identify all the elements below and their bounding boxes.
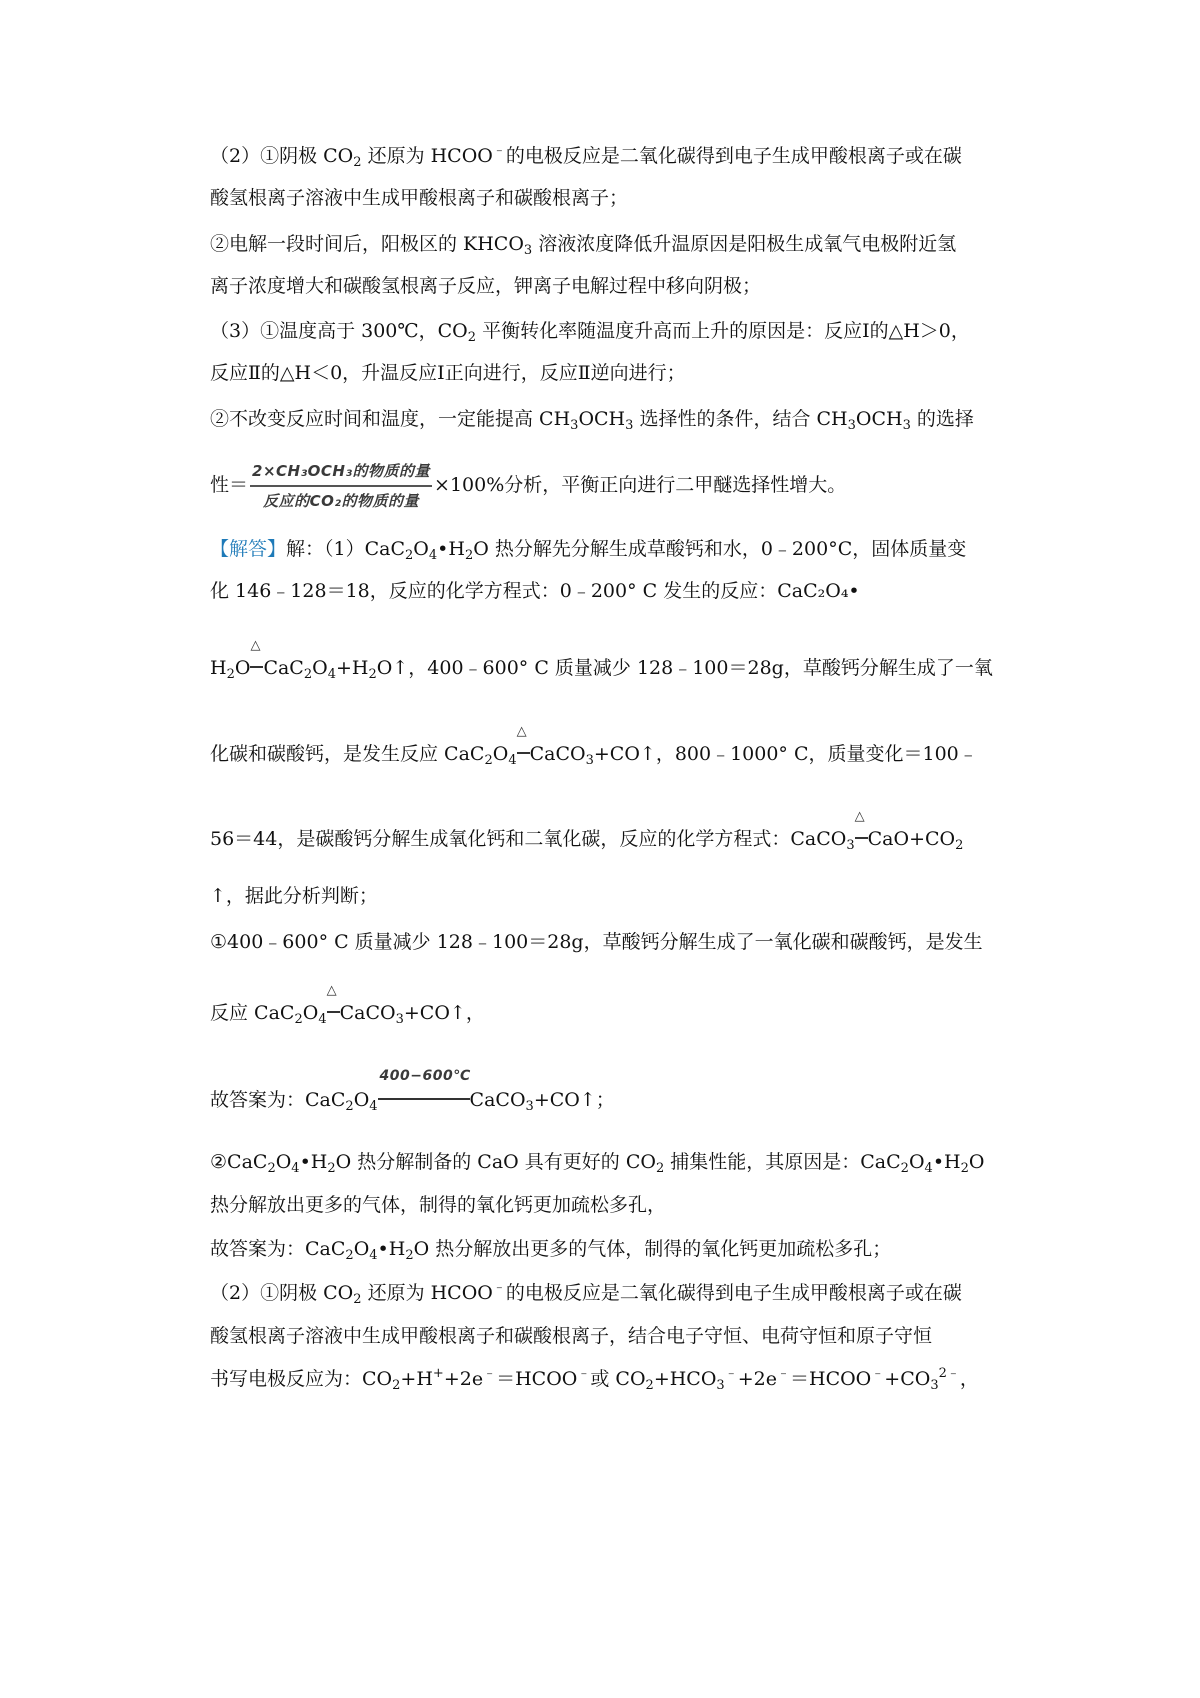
text: 解：（1）CaC <box>286 538 406 560</box>
subscript: 3 <box>625 418 634 433</box>
text-line: 热分解放出更多的气体，制得的氧化钙更加疏松多孔， <box>210 1194 667 1216</box>
text: ＝HCOO <box>496 1368 578 1390</box>
subscript: 2 <box>467 330 477 345</box>
superscript: ﹣ <box>871 1366 885 1381</box>
subscript: 2 <box>955 838 964 853</box>
text: 还原为 HCOO <box>361 1282 493 1304</box>
subscript: 4 <box>369 1248 378 1263</box>
superscript: ﹣ <box>483 1366 497 1381</box>
text: O <box>275 1151 292 1173</box>
superscript: ﹣ <box>776 1366 790 1381</box>
text: 反应 CaC <box>210 1002 295 1024</box>
subscript: 2 <box>327 1161 336 1176</box>
text: •H <box>377 1238 406 1260</box>
heat-triangle-icon: △ <box>326 983 337 998</box>
text: O 热分解放出更多的气体，制得的氧化钙更加疏松多孔； <box>413 1238 892 1260</box>
text: 还原为 HCOO <box>361 145 493 167</box>
subscript: 3 <box>523 243 533 258</box>
superscript: ﹣ <box>577 1366 591 1381</box>
text-line: 酸氢根离子溶液中生成甲酸根离子和碳酸根离子； <box>210 187 629 209</box>
subscript: 3 <box>902 418 911 433</box>
text: O <box>492 743 509 765</box>
text-line <box>210 724 978 768</box>
subscript: 3 <box>847 418 856 433</box>
text: CaO+CO <box>867 828 956 850</box>
text: CaCO <box>469 1089 526 1111</box>
text: ②电解一段时间后，阳极区的 KHCO <box>210 233 524 255</box>
superscript: 2﹣ <box>938 1366 960 1381</box>
subscript: 3 <box>930 1378 939 1393</box>
subscript: 4 <box>318 1012 327 1027</box>
text: 捕集性能，其原因是：CaC <box>664 1151 901 1173</box>
subscript: 2 <box>405 548 414 563</box>
text-line <box>210 231 956 257</box>
temperature-label: 400−600℃ <box>379 1068 471 1084</box>
text: （2）①阴极 CO <box>210 145 354 167</box>
text: O <box>413 538 429 560</box>
text: O <box>353 1089 370 1111</box>
subscript: 4 <box>508 753 517 768</box>
text: OCH <box>855 408 903 430</box>
subscript: 2 <box>484 753 493 768</box>
equation-line <box>517 752 530 754</box>
text: +H <box>400 1368 433 1390</box>
text: 性＝ <box>210 474 249 496</box>
subscript: 3 <box>716 1378 725 1393</box>
subscript: 2 <box>345 1248 354 1263</box>
text: CaCO <box>529 743 586 765</box>
superscript: + <box>432 1366 444 1381</box>
text: 的选择 <box>910 408 974 430</box>
equation-line <box>327 1011 340 1013</box>
heat-triangle-icon: △ <box>516 724 527 739</box>
subscript: 4 <box>369 1099 378 1114</box>
text: 选择性的条件，结合 CH <box>633 408 848 430</box>
text: 溶液浓度降低升温原因是阳极生成氧气电极附近氢 <box>532 233 957 255</box>
heating-condition <box>326 983 340 1026</box>
heating-condition <box>854 809 868 852</box>
subscript: 2 <box>294 1012 303 1027</box>
text: ②不改变反应时间和温度，一定能提高 CH <box>210 408 571 430</box>
text-line <box>210 143 962 169</box>
text: +CO↑，800﹣1000° C，质量变化＝100﹣ <box>593 743 978 765</box>
text: CaCO <box>339 1002 396 1024</box>
text: +2e <box>737 1368 777 1390</box>
text: OCH <box>578 408 626 430</box>
text: 56＝44，是碳酸钙分解生成氧化钙和二氧化碳，反应的化学方程式：CaCO <box>210 828 847 850</box>
text: O 热分解先分解生成草酸钙和水，0﹣200°C，固体质量变 <box>473 538 967 560</box>
subscript: 2 <box>353 1292 362 1307</box>
text-line <box>210 1149 984 1175</box>
text: ②CaC <box>210 1151 268 1173</box>
subscript: 2 <box>226 667 235 682</box>
text-line <box>210 1366 979 1392</box>
text: 的电极反应是二氧化碳得到电子生成甲酸根离子或在碳 <box>505 1282 962 1304</box>
text: O <box>302 1002 319 1024</box>
text-line: 反应Ⅱ的△H＜0，升温反应Ⅰ正向进行，反应Ⅱ逆向进行； <box>210 362 686 384</box>
text-line <box>210 1236 891 1262</box>
equation-line <box>250 666 263 668</box>
text-line: 酸氢根离子溶液中生成甲酸根离子和碳酸根离子，结合电子守恒、电荷守恒和原子守恒 <box>210 1325 933 1347</box>
subscript: 2 <box>645 1378 654 1393</box>
text: •H <box>299 1151 328 1173</box>
subscript: 3 <box>395 1012 404 1027</box>
subscript: 4 <box>428 548 438 563</box>
subscript: 2 <box>655 1161 665 1176</box>
text: 平衡转化率随温度升高而上升的原因是：反应Ⅰ的△H＞0， <box>476 320 970 342</box>
subscript: 2 <box>392 1378 401 1393</box>
subscript: 2 <box>368 667 377 682</box>
fraction-denominator: 反应的CO₂的物质的量 <box>263 492 419 510</box>
subscript: 2 <box>900 1161 909 1176</box>
text: O <box>353 1238 370 1260</box>
text: O <box>908 1151 925 1173</box>
heat-triangle-icon: △ <box>854 809 865 824</box>
text-line: ①400﹣600° C 质量减少 128﹣100＝28g，草酸钙分解生成了一氧化碳和碳酸钙，是发生 <box>210 931 983 953</box>
text: +CO↑； <box>533 1089 615 1111</box>
text: 或 CO <box>590 1368 646 1390</box>
subscript: 2 <box>303 667 313 682</box>
text: 故答案为：CaC <box>210 1238 346 1260</box>
selectivity-fraction <box>250 458 432 514</box>
equation-line <box>378 1098 470 1100</box>
text: +CO↑， <box>403 1002 485 1024</box>
text: +H <box>335 657 369 679</box>
subscript: 4 <box>291 1161 300 1176</box>
text-line <box>210 983 485 1027</box>
text-line <box>210 458 846 514</box>
text: O <box>312 657 328 679</box>
text: O <box>968 1151 985 1173</box>
text-line: ↑，据此分析判断； <box>210 885 378 907</box>
text-line <box>210 638 993 682</box>
text-line: 离子浓度增大和碳酸氢根离子反应，钾离子电解过程中移向阴极； <box>210 275 762 297</box>
text: 故答案为：CaC <box>210 1089 346 1111</box>
text: 化碳和碳酸钙，是发生反应 CaC <box>210 743 485 765</box>
text: +HCO <box>653 1368 717 1390</box>
answer-tag: 【解答】 <box>210 538 287 560</box>
text: +CO <box>884 1368 931 1390</box>
subscript: 2 <box>267 1161 276 1176</box>
text: 书写电极反应为：CO <box>210 1368 393 1390</box>
text-line <box>210 809 964 853</box>
text: CaC <box>263 657 304 679</box>
equation-line <box>855 837 868 839</box>
subscript: 3 <box>585 753 594 768</box>
fraction-numerator: 2×CH₃OCH₃的物质的量 <box>250 458 432 487</box>
superscript: ﹣ <box>492 1280 506 1295</box>
text: O↑，400﹣600° C 质量减少 128﹣100＝28g，草酸钙分解生成了一氧 <box>376 657 993 679</box>
subscript: 2 <box>353 155 362 170</box>
superscript: ﹣ <box>492 143 506 158</box>
subscript: 2 <box>464 548 474 563</box>
heating-condition <box>516 724 530 767</box>
text-line <box>210 406 974 432</box>
subscript: 2 <box>405 1248 414 1263</box>
subscript: 3 <box>846 838 855 853</box>
subscript: 3 <box>525 1099 534 1114</box>
subscript: 3 <box>570 418 579 433</box>
text: ＝HCOO <box>790 1368 872 1390</box>
subscript: 2 <box>345 1099 354 1114</box>
text-line <box>210 1280 962 1306</box>
text: O 热分解制备的 CaO 具有更好的 CO <box>335 1151 656 1173</box>
heat-triangle-icon: △ <box>250 638 261 653</box>
text: （3）①温度高于 300℃，CO <box>210 320 468 342</box>
text-line <box>210 536 966 562</box>
text: O <box>234 657 251 679</box>
text: +2e <box>443 1368 484 1390</box>
subscript: 2 <box>960 1161 969 1176</box>
superscript: ﹣ <box>724 1366 738 1381</box>
heating-condition <box>250 638 263 681</box>
text: 的电极反应是二氧化碳得到电子生成甲酸根离子或在碳 <box>505 145 962 167</box>
text: •H <box>437 538 465 560</box>
text: ， <box>959 1368 979 1390</box>
text-line <box>210 318 970 344</box>
text: •H <box>932 1151 961 1173</box>
text: ×100%分析，平衡正向进行二甲醚选择性增大。 <box>434 474 847 496</box>
text-line <box>210 1068 615 1114</box>
text: （2）①阴极 CO <box>210 1282 354 1304</box>
text: H <box>210 657 227 679</box>
temperature-condition <box>378 1068 471 1113</box>
subscript: 4 <box>924 1161 933 1176</box>
text-line: 化 146﹣128＝18，反应的化学方程式：0﹣200° C 发生的反应：CaC₂O₄• <box>210 580 860 602</box>
subscript: 4 <box>327 667 336 682</box>
